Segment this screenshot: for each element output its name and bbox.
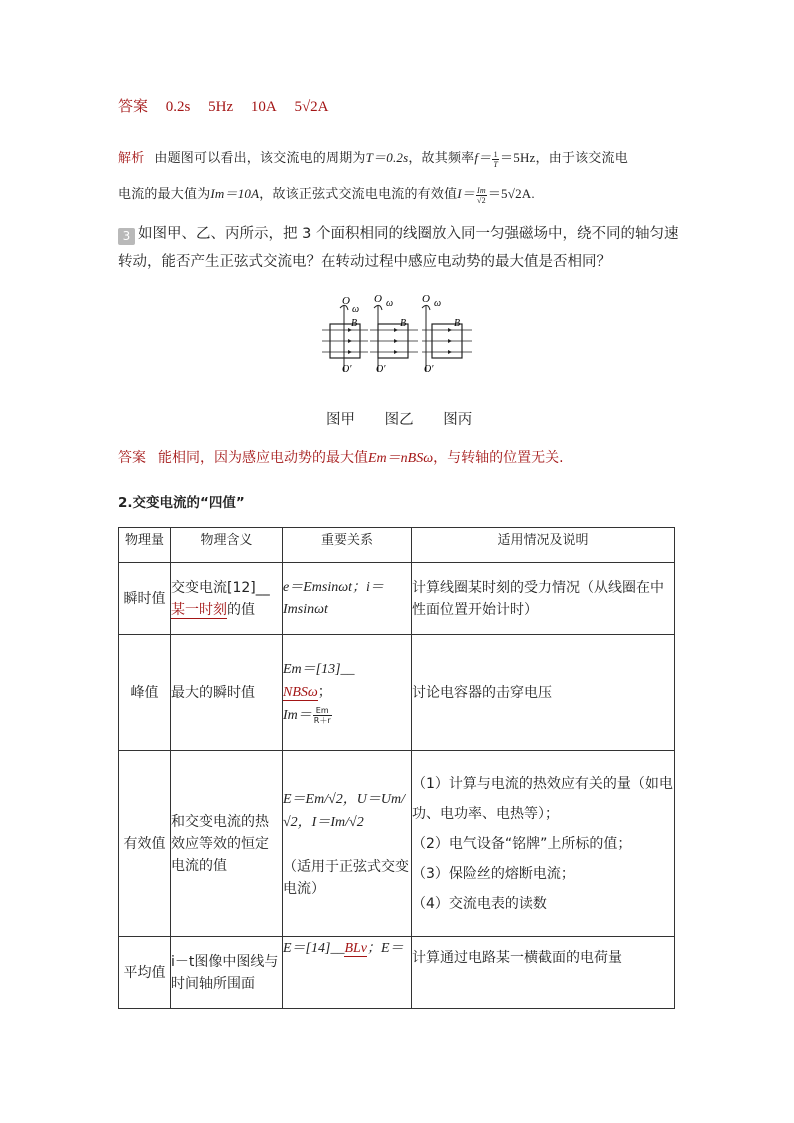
omega-label: ω (434, 298, 442, 309)
frac-den: T (493, 159, 499, 169)
caption-yi: 图乙 (384, 412, 414, 428)
row-relation (283, 635, 412, 751)
relation-text: E＝[14]__ (283, 941, 345, 956)
question-text: 如图甲、乙、丙所示，把 3 个面积相同的线圈放入同一匀强磁场中，绕不同的轴匀速转动，能否产生正弦式交流电？在转动过程中感应电动势的最大值是否相同？ (118, 226, 679, 270)
answer-2-label: 答案 (118, 450, 146, 466)
answer-2-text: ，与转轴的位置无关. (433, 450, 564, 466)
im-fraction (313, 706, 332, 725)
frac-num: Em (313, 706, 332, 716)
analysis-text: ，故其频率 (408, 150, 475, 165)
field-label: B (454, 318, 461, 329)
coil-figure (318, 292, 478, 380)
answer-1-item: 0.2s (165, 99, 191, 115)
row-name: 峰值 (119, 635, 171, 751)
row-note: 计算线圈某时刻的受力情况（从线圈在中性面位置开始计时） (412, 563, 675, 635)
row-meaning: 和交变电流的热效应等效的恒定电流的值 (171, 751, 283, 937)
answer-2 (118, 447, 564, 467)
answer-1-label: 答案 (118, 99, 149, 115)
frac-den: √2 (477, 195, 486, 205)
fill-blank-13: NBSω (283, 685, 318, 700)
four-values-table (118, 527, 675, 1009)
relation-text: ； (317, 684, 332, 700)
period-expr: T＝0.2s (365, 150, 409, 165)
note-item: （2）电气设备“铭牌”上所标的值； (412, 835, 632, 852)
row-relation (283, 751, 412, 937)
freq-expr: f＝ (474, 150, 492, 165)
table-row (119, 563, 675, 635)
frac-den: R＋r (313, 715, 331, 725)
row-relation: e＝Emsinωt；i＝Imsinωt (283, 563, 412, 635)
table-header-row (119, 528, 675, 563)
row-meaning: i－t图像中图线与时间轴所围面 (171, 937, 283, 1009)
note-item: （1）计算与电流的热效应有关的量（如电功、电功率、电热等）； (412, 775, 673, 822)
analysis-text: ，故该正弦式交流电电流的有效值 (259, 186, 458, 201)
axis-top-label: O (374, 293, 382, 305)
fill-blank-14: BLv (344, 941, 368, 956)
axis-top-label: O (422, 293, 430, 305)
meaning-text: 交变电流[12]__ (171, 579, 270, 596)
row-meaning (171, 563, 283, 635)
row-note: 计算通过电路某一横截面的电荷量 (412, 937, 675, 1009)
i-fraction (476, 186, 487, 205)
relation-text: ；E＝ (367, 941, 404, 956)
analysis-text: 电流的最大值为 (118, 186, 211, 201)
question-number-badge: 3 (118, 228, 135, 245)
caption-jia: 图甲 (326, 412, 355, 428)
relation-text: E＝Em/√2，U＝Um/√2，I＝Im/√2 (283, 791, 406, 830)
omega-label: ω (352, 304, 360, 315)
table-row (119, 937, 675, 1009)
freq-fraction (492, 150, 499, 169)
coil-diagram-bing (422, 293, 472, 375)
axis-bottom-label: O′ (342, 364, 352, 375)
row-name: 瞬时值 (119, 563, 171, 635)
answer-1-item: 5Hz (208, 99, 234, 115)
axis-bottom-label: O′ (424, 364, 434, 375)
answer-1 (118, 95, 343, 116)
frac-num: Im (477, 185, 486, 195)
table-header: 重要关系 (283, 528, 412, 563)
note-item: （3）保险丝的熔断电流； (412, 865, 575, 882)
figure-captions (326, 408, 497, 429)
row-meaning: 最大的瞬时值 (171, 635, 283, 751)
axis-top-label: O (342, 295, 350, 307)
coil-diagram-yi (370, 293, 418, 375)
fill-blank-12: 某一时刻 (171, 601, 227, 618)
analysis-label: 解析 (118, 150, 145, 165)
row-name: 平均值 (119, 937, 171, 1009)
table-header: 物理含义 (171, 528, 283, 563)
section-heading: 2.交变电流的“四值” (118, 495, 245, 511)
row-note (412, 751, 675, 937)
table-header: 物理量 (119, 528, 171, 563)
note-item: （4）交流电表的读数 (412, 895, 547, 912)
frac-num: 1 (493, 149, 498, 159)
omega-label: ω (386, 298, 394, 309)
row-name: 有效值 (119, 751, 171, 937)
relation-text: Em＝[13]__ (283, 662, 355, 677)
row-relation (283, 937, 412, 1009)
analysis-paragraph (118, 140, 678, 212)
coil-diagram-jia (322, 295, 368, 375)
relation-note: （适用于正弦式交变电流） (283, 858, 409, 897)
meaning-text: 的值 (227, 601, 255, 618)
analysis-text: ＝5Hz，由于该交流电 (500, 150, 628, 165)
row-note: 讨论电容器的击穿电压 (412, 635, 675, 751)
relation-text: Im＝ (283, 708, 312, 723)
im-expr: Im＝10A (210, 186, 260, 201)
table-row (119, 635, 675, 751)
answer-2-text: 能相同，因为感应电动势的最大值 (158, 450, 368, 466)
i-expr: I＝ (457, 186, 476, 201)
axis-bottom-label: O′ (376, 364, 386, 375)
field-label: B (351, 318, 358, 329)
question-3 (118, 220, 683, 276)
analysis-text: ＝5√2A. (487, 186, 535, 201)
caption-bing: 图丙 (443, 412, 473, 428)
field-label: B (400, 318, 407, 329)
answer-1-item: 5√2A (294, 99, 329, 115)
emf-formula: Em＝nBSω (368, 451, 434, 466)
answer-1-item: 10A (250, 99, 277, 115)
analysis-text: 由题图可以看出，该交流电的周期为 (154, 150, 366, 165)
table-row (119, 751, 675, 937)
table-header: 适用情况及说明 (412, 528, 675, 563)
